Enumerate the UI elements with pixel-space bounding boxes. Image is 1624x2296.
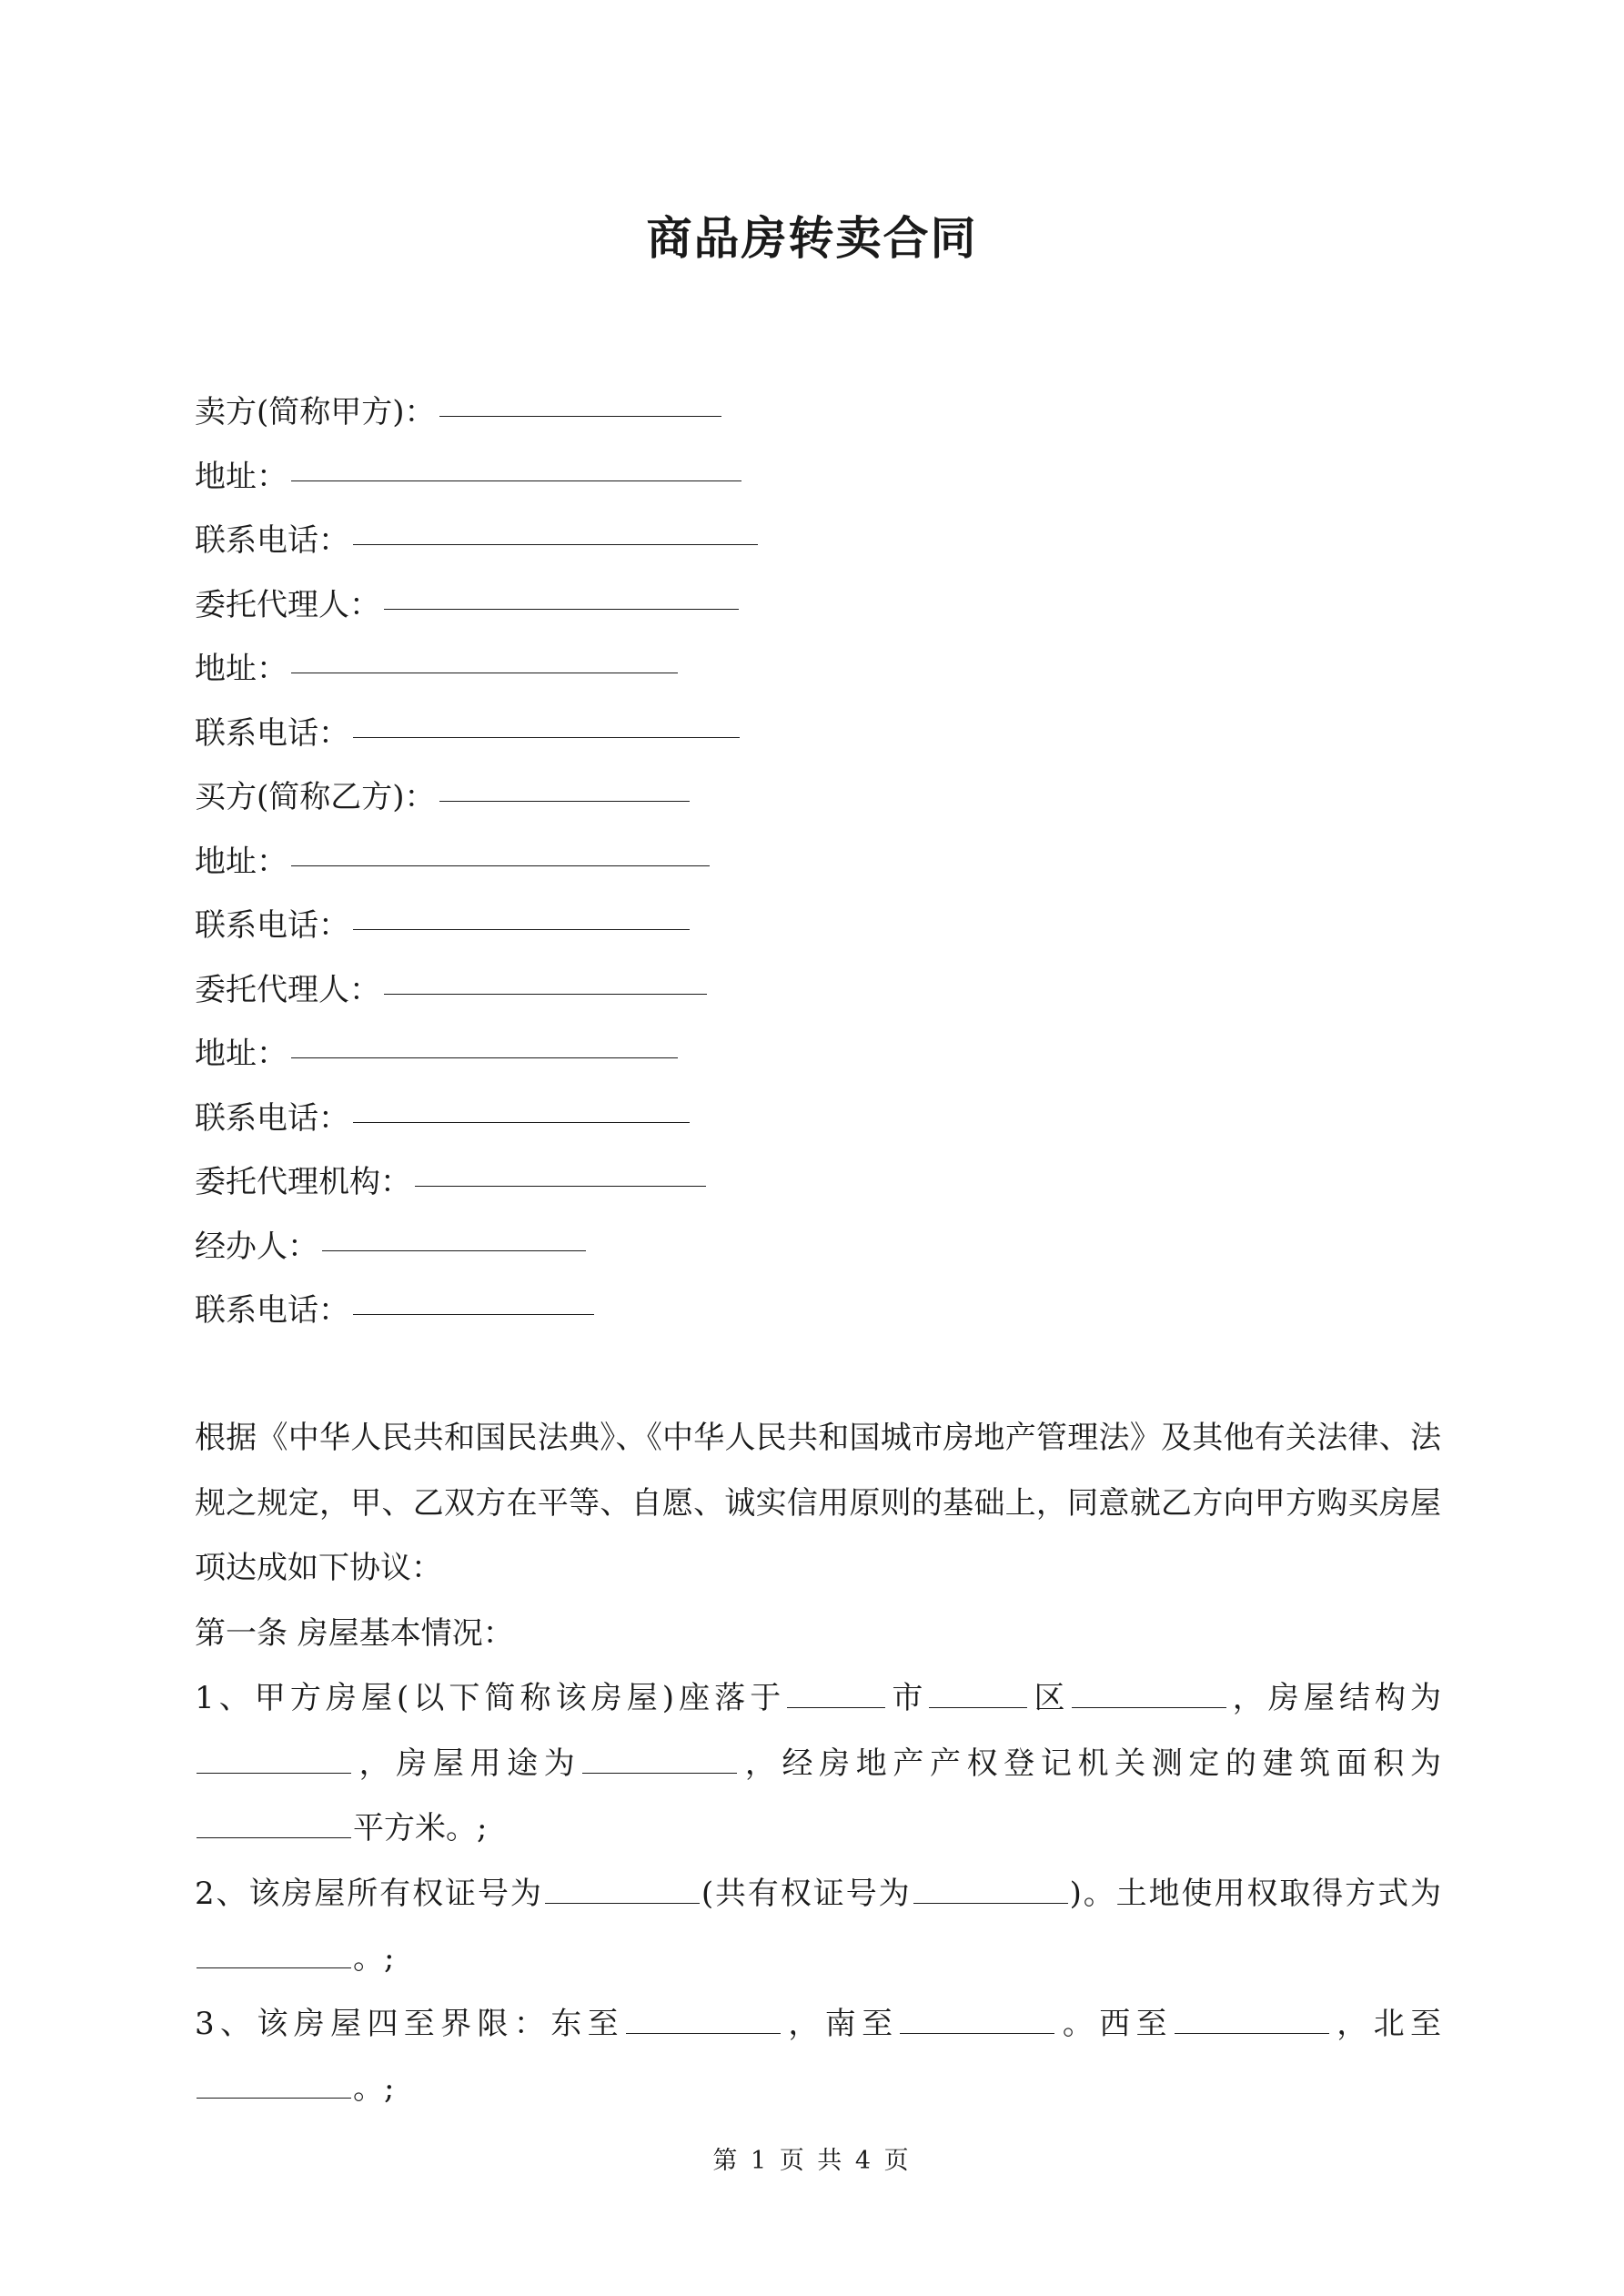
buyer-agent-address-field	[195, 1022, 758, 1087]
fill-in-blank[interactable]	[384, 959, 707, 995]
fill-in-blank[interactable]	[384, 574, 739, 610]
clause-text: 平方米。;	[353, 1810, 488, 1846]
land-use-blank[interactable]	[197, 1938, 351, 1968]
article-1-clause-2	[195, 1862, 1441, 1992]
clause-text: 3、该房屋四至界限：东至	[195, 2005, 624, 2042]
clause-text: ，房屋用途为	[353, 1745, 581, 1782]
handler-phone-field	[195, 1279, 758, 1343]
structure-blank[interactable]	[197, 1744, 351, 1774]
clause-text: 1、甲方房屋(以下简称该房屋)座落于	[195, 1680, 786, 1716]
west-boundary-blank[interactable]	[1175, 2004, 1329, 2034]
party-info-fields	[195, 380, 758, 1343]
preamble: 根据《中华人民共和国民法典》、《中华人民共和国城市房地产管理法》及其他有关法律、法规之规定，甲、乙双方在平等、自愿、诚实信用原则的基础上，同意就乙方向甲方购买房屋项达成如下协议：	[195, 1420, 1441, 1586]
clause-text: ，南至	[782, 2005, 899, 2042]
article-1-heading: 第一条 房屋基本情况：	[195, 1614, 514, 1652]
field-label: 地址：	[195, 1036, 287, 1072]
field-label: 地址：	[195, 843, 287, 880]
fill-in-blank[interactable]	[353, 510, 758, 545]
page-footer: 第 1 页 共 4 页	[712, 2147, 912, 2175]
east-boundary-blank[interactable]	[626, 2004, 781, 2034]
fill-in-blank[interactable]	[439, 766, 690, 802]
district-blank[interactable]	[929, 1678, 1027, 1708]
field-label: 地址：	[195, 458, 287, 495]
clause-text: ，北至	[1330, 2005, 1442, 2042]
buyer-agent-field	[195, 958, 758, 1023]
fill-in-blank[interactable]	[353, 703, 740, 738]
clause-text: )。土地使用权取得方式为	[1069, 1875, 1442, 1912]
location-blank[interactable]	[1072, 1678, 1226, 1708]
clause-text: 。;	[353, 2070, 395, 2107]
field-label: 联系电话：	[195, 522, 349, 559]
fill-in-blank[interactable]	[291, 638, 678, 673]
fill-in-blank[interactable]	[353, 1279, 594, 1315]
clause-text: (共有权证号为	[701, 1875, 912, 1912]
north-boundary-blank[interactable]	[197, 2068, 351, 2099]
fill-in-blank[interactable]	[353, 1087, 690, 1123]
article-1-clause-1	[195, 1666, 1441, 1862]
field-label: 经办人：	[195, 1228, 318, 1265]
document-title: 商品房转卖合同	[646, 211, 978, 265]
clause-text: 区	[1029, 1680, 1070, 1716]
agency-field	[195, 1150, 758, 1215]
field-label: 地址：	[195, 651, 287, 687]
fill-in-blank[interactable]	[322, 1216, 586, 1251]
seller-address-field	[195, 445, 758, 510]
clause-text: ，房屋结构为	[1227, 1680, 1442, 1716]
seller-phone-field	[195, 509, 758, 573]
clause-text: 。西至	[1056, 2005, 1173, 2042]
field-label: 联系电话：	[195, 714, 349, 752]
city-blank[interactable]	[787, 1678, 885, 1708]
south-boundary-blank[interactable]	[900, 2004, 1054, 2034]
buyer-agent-phone-field	[195, 1087, 758, 1151]
field-label: 联系电话：	[195, 1099, 349, 1137]
fill-in-blank[interactable]	[291, 446, 741, 481]
seller-name-field	[195, 380, 758, 445]
field-label: 卖方(简称甲方)：	[195, 394, 436, 430]
field-label: 委托代理人：	[195, 586, 380, 623]
seller-agent-field	[195, 573, 758, 638]
fill-in-blank[interactable]	[291, 831, 710, 866]
clause-text: 。;	[353, 1940, 395, 1977]
fill-in-blank[interactable]	[291, 1023, 678, 1058]
field-label: 委托代理机构：	[195, 1164, 411, 1200]
contract-body	[195, 1406, 1441, 2122]
field-label: 委托代理人：	[195, 971, 380, 1008]
usage-blank[interactable]	[582, 1744, 737, 1774]
buyer-phone-field	[195, 894, 758, 958]
fill-in-blank[interactable]	[415, 1151, 706, 1187]
field-label: 联系电话：	[195, 907, 349, 944]
seller-agent-phone-field	[195, 702, 758, 766]
field-label: 买方(简称乙方)：	[195, 779, 436, 815]
clause-text: 市	[887, 1680, 928, 1716]
clause-text: ，经房地产产权登记机关测定的建筑面积为	[739, 1745, 1442, 1782]
handler-field	[195, 1215, 758, 1279]
article-1-clause-3	[195, 1992, 1441, 2122]
clause-text: 2、该房屋所有权证号为	[195, 1875, 543, 1912]
field-label: 联系电话：	[195, 1292, 349, 1329]
fill-in-blank[interactable]	[353, 895, 690, 930]
area-blank[interactable]	[197, 1808, 351, 1838]
buyer-address-field	[195, 830, 758, 895]
buyer-name-field	[195, 765, 758, 830]
co-ownership-cert-blank[interactable]	[913, 1874, 1068, 1904]
seller-agent-address-field	[195, 637, 758, 702]
ownership-cert-blank[interactable]	[545, 1874, 700, 1904]
fill-in-blank[interactable]	[439, 381, 721, 417]
